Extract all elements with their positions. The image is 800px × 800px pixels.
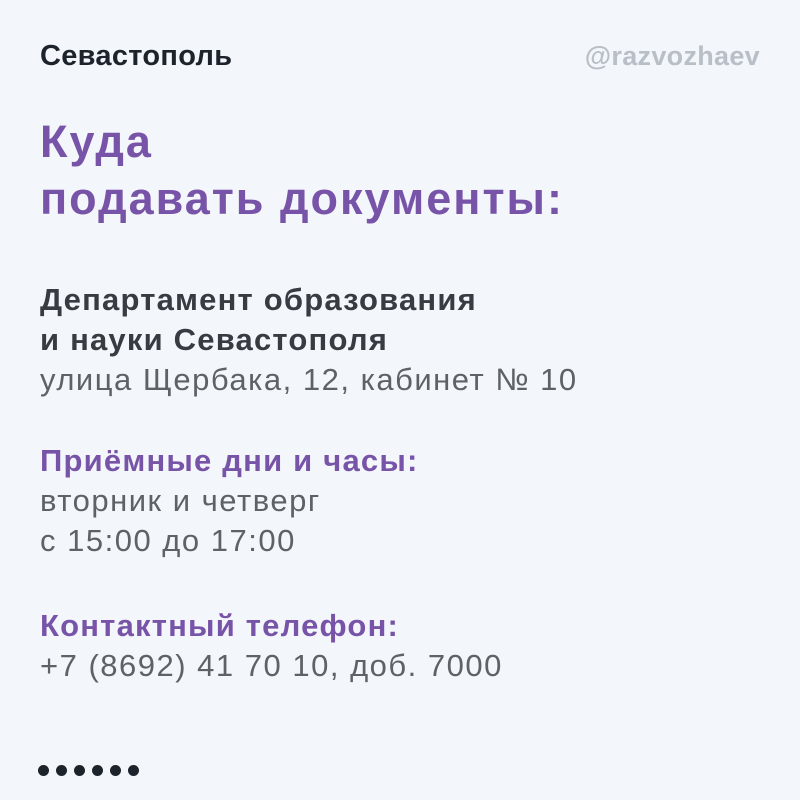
hours-time: с 15:00 до 17:00	[40, 523, 296, 558]
dot	[38, 765, 49, 776]
main-heading	[40, 113, 760, 227]
phone-section	[40, 606, 760, 686]
pagination-dots	[38, 765, 139, 776]
organization-name-line-2: и науки Севастополя	[40, 322, 388, 357]
social-handle: @razvozhaev	[584, 41, 760, 71]
dot	[74, 765, 85, 776]
hours-title: Приёмные дни и часы:	[40, 443, 419, 478]
dot	[92, 765, 103, 776]
dot	[128, 765, 139, 776]
street-address: улица Щербака, 12, кабинет № 10	[40, 362, 578, 397]
dot	[110, 765, 121, 776]
organization-name	[40, 280, 760, 360]
dot	[56, 765, 67, 776]
address-section	[40, 280, 760, 400]
phone-number: +7 (8692) 41 70 10, доб. 7000	[40, 648, 503, 683]
top-bar	[40, 40, 760, 73]
brand-title: Севастополь	[40, 40, 233, 72]
organization-name-line-1: Департамент образования	[40, 282, 477, 317]
main-heading-line-1: Куда	[40, 116, 153, 167]
main-heading-line-2: подавать документы:	[40, 173, 564, 224]
phone-title: Контактный телефон:	[40, 608, 400, 643]
hours-days: вторник и четверг	[40, 483, 321, 518]
hours-section	[40, 441, 760, 561]
